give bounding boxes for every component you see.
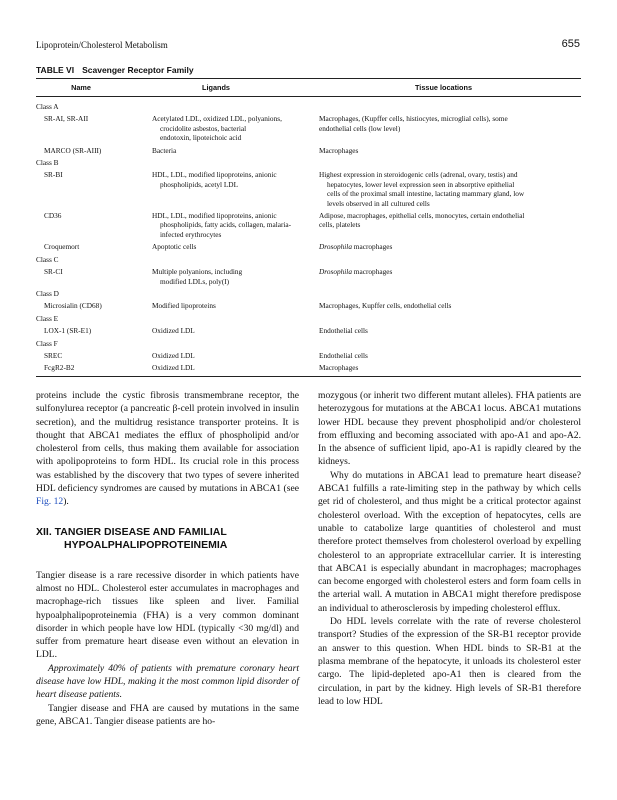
- table-class-label: Class A: [36, 102, 59, 111]
- receptor-name: FcgR2-B2: [44, 363, 75, 373]
- ligand-line: Apoptotic cells: [152, 242, 197, 252]
- tissue-line: endothelial cells (low level): [319, 123, 401, 133]
- ligand-line: infected erythrocytes: [160, 229, 222, 239]
- table-row: [36, 146, 581, 155]
- ligand-line: HDL, LDL, modified lipoproteins, anionic: [152, 170, 277, 180]
- receptor-name: MARCO (SR-AIII): [44, 145, 102, 155]
- table-caption: [36, 65, 194, 75]
- table-row: [36, 267, 581, 286]
- right-column: [318, 389, 581, 728]
- table-row: [36, 114, 581, 142]
- table-body: [36, 97, 581, 373]
- paragraph: Tangier disease is a rare recessive disorder in which patients have almost no HDL. Cholesterol ester accumulates in macrophages and macrophage-rich tissues like spleen and liver. Familial hypoalphalipoproteinemia (FHA) is a very common dominant disorder in which people have low HDL (typically <30 mg/dl) and suffer from premature heart disease even without an elevation in LDL.: [36, 569, 299, 661]
- receptor-name: LOX-1 (SR-E1): [44, 326, 92, 336]
- tissue-line: Macrophages: [319, 363, 359, 373]
- ligand-line: Modified lipoproteins: [152, 301, 216, 311]
- text-run: ).: [63, 496, 69, 508]
- tissue-locations: [319, 114, 581, 142]
- tissue-line: cells of the proximal small intestine, lactating mammary gland, low: [327, 189, 525, 199]
- table-class-label: Class D: [36, 288, 59, 298]
- scavenger-receptor-table: [36, 78, 581, 377]
- receptor-ligands: [152, 301, 319, 310]
- tissue-line: Endothelial cells: [319, 350, 368, 360]
- section-heading-line1: XII. TANGIER DISEASE AND FAMILIAL: [36, 525, 227, 538]
- tissue-locations: [319, 351, 581, 360]
- section-heading: [36, 526, 299, 552]
- receptor-ligands: [152, 211, 319, 239]
- table-row: [36, 301, 581, 310]
- tissue-line: Macrophages, (Kupffer cells, histiocytes, microglial cells), some: [319, 114, 508, 124]
- table-row: [36, 351, 581, 360]
- table-class-label: Class B: [36, 158, 59, 168]
- organism-name: Drosophila: [319, 267, 352, 277]
- ligand-line: endotoxin, lipoteichoic acid: [160, 133, 242, 143]
- ligand-line: Acetylated LDL, oxidized LDL, polyanions,: [152, 114, 282, 124]
- ligand-line: HDL, LDL, modified lipoproteins, anionic: [152, 211, 277, 221]
- receptor-name: SR-BI: [44, 170, 63, 180]
- receptor-name: Microsialin (CD68): [44, 301, 102, 311]
- ligand-line: Oxidized LDL: [152, 363, 195, 373]
- highlight-paragraph: Approximately 40% of patients with premature coronary heart disease have low HDL, making it the most common lipid disorder of heart disease patients.: [36, 662, 299, 701]
- tissue-locations: [319, 211, 581, 239]
- ligand-line: phospholipids, acetyl LDL: [160, 179, 239, 189]
- header-name: Name: [71, 82, 91, 92]
- table-row: [36, 170, 581, 208]
- table-label: TABLE VI: [36, 65, 75, 75]
- tissue-line: Adipose, macrophages, epithelial cells, monocytes, certain endothelial: [319, 211, 525, 221]
- table-row: [36, 211, 581, 239]
- running-head: Lipoprotein/Cholesterol Metabolism: [36, 40, 168, 50]
- ligand-line: Bacteria: [152, 145, 177, 155]
- receptor-ligands: [152, 114, 319, 142]
- tissue-locations: [319, 363, 581, 372]
- tissue-line: Macrophages: [319, 145, 359, 155]
- tissue-line: Endothelial cells: [319, 326, 368, 336]
- table-row: [36, 242, 581, 251]
- tissue-locations: [319, 326, 581, 335]
- tissue-locations: [319, 242, 581, 251]
- receptor-name: SR-AI, SR-AII: [44, 114, 89, 124]
- paragraph: Tangier disease and FHA are caused by mutations in the same gene, ABCA1. Tangier disease patients are ho-: [36, 702, 299, 727]
- paragraph: Do HDL levels correlate with the rate of reverse cholesterol transport? Studies of the expression of the SR-B1 receptor provide an answer to this question. When HDL binds to SR-B1 at the plasma membrane of the hepatocyte, it unloads its cholesterol ester cargo. The lipid-depleted apo-A1 then is cleared from the circulation, in part by the kidney. High levels of SR-B1 therefore lead to low HDL: [318, 616, 581, 707]
- body-text: [36, 389, 581, 728]
- header-ligands: Ligands: [202, 82, 230, 92]
- tissue-line: hepatocytes, lower level expression seen in absorptive epithelial: [327, 179, 515, 189]
- receptor-ligands: [152, 146, 319, 155]
- ligand-line: modified LDLs, poly(I): [160, 276, 230, 286]
- receptor-name: SR-CI: [44, 267, 63, 277]
- tissue-locations: [319, 267, 581, 286]
- text-run: proteins include the cystic fibrosis transmembrane receptor, the sulfonylurea receptor (a pancreatic β-cell protein involved in insulin secretion), and the multidrug resistance transporter proteins. It is thought that ABCA1 mediates the efflux of phospholipid and/or cholesterol from cells, thus making them available for association with apolipoproteins to form HDL. Its crucial role in this process was established by the discovery that two types of severe inherited HDL deficiency syndromes are caused by mutations in ABCA1 (see: [36, 390, 299, 495]
- table-class-label: Class E: [36, 313, 59, 323]
- paragraph: Why do mutations in ABCA1 lead to premature heart disease? ABCA1 fulfills a rate-limiting step in the pathway by which cells get rid of cholesterol, and thus might be a critical protector against cholesterol overload. With the exception of hepatocytes, cells are unable to catabolize large quantities of cholesterol and must therefore protect themselves from cholesterol overload by expelling cholesterol to an appropriate extracellular carrier. It is interesting that ABCA1 is especially abundant in macrophages; macrophages can become engorged with cholesterol esters and form foam cells in the arterial wall. A mutation in ABCA1 might therefore predispose an individual to atherosclerosis by impeding cholesterol efflux.: [318, 469, 581, 614]
- tissue-locations: [319, 170, 581, 208]
- table-title: Scavenger Receptor Family: [82, 65, 194, 75]
- tissue-line: cells, platelets: [319, 220, 361, 230]
- paragraph: [36, 389, 299, 509]
- tissue-text: macrophages: [351, 267, 393, 277]
- tissue-locations: [319, 301, 581, 310]
- page-number: 655: [561, 38, 580, 50]
- tissue-line: Macrophages, Kupffer cells, endothelial cells: [319, 301, 452, 311]
- ligand-line: phospholipids, fatty acids, collagen, malaria-: [160, 220, 292, 230]
- receptor-name: CD36: [44, 211, 62, 221]
- receptor-ligands: [152, 170, 319, 208]
- tissue-locations: [319, 146, 581, 155]
- table-class-label: Class C: [36, 254, 59, 264]
- tissue-line: levels observed in all cultured cells: [327, 198, 430, 208]
- figure-link[interactable]: Fig. 12: [36, 496, 64, 508]
- organism-name: Drosophila: [319, 242, 352, 252]
- header-tissue: Tissue locations: [414, 82, 473, 92]
- ligand-line: crocidolite asbestos, bacterial: [160, 123, 247, 133]
- receptor-name: Croquemort: [44, 242, 80, 252]
- section-heading-line2: HYPOALPHALIPOPROTEINEMIA: [64, 538, 228, 551]
- ligand-line: Oxidized LDL: [152, 326, 195, 336]
- table-row: [36, 326, 581, 335]
- ligand-line: Multiple polyanions, including: [152, 267, 243, 277]
- receptor-ligands: [152, 351, 319, 360]
- tissue-text: macrophages: [351, 242, 393, 252]
- receptor-name: SREC: [44, 350, 63, 360]
- table-header: [36, 79, 581, 97]
- paragraph: mozygous (or inherit two different mutant alleles). FHA patients are heterozygous for mutations at the ABCA1 locus. ABCA1 mutations lower HDL because they prevent phospholipid and/or cholesterol from effluxing and becoming associated with apo-A1 and apo-A2. In the absence of sufficient lipid, apo-A1 is rapidly cleared by the kidneys.: [318, 390, 581, 468]
- tissue-line: Highest expression in steroidogenic cells (adrenal, ovary, testis) and: [319, 170, 518, 180]
- table-row: [36, 363, 581, 372]
- receptor-ligands: [152, 363, 319, 372]
- table-class-label: Class F: [36, 338, 58, 348]
- left-column: [36, 389, 299, 728]
- receptor-ligands: [152, 326, 319, 335]
- ligand-line: Oxidized LDL: [152, 350, 195, 360]
- receptor-ligands: [152, 242, 319, 251]
- receptor-ligands: [152, 267, 319, 286]
